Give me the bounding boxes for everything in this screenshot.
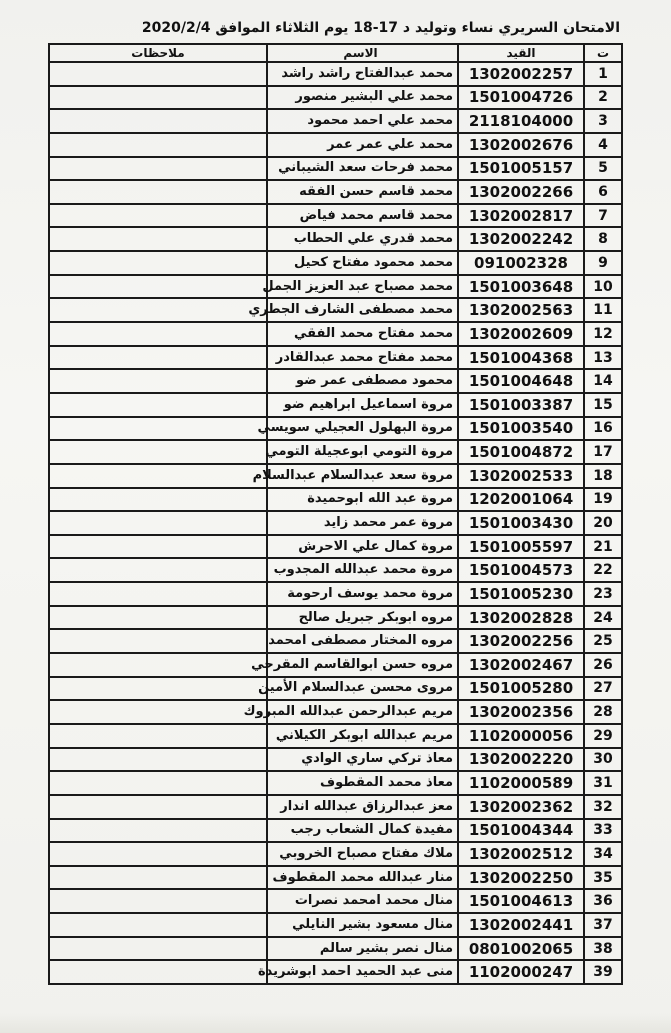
table-row (49, 109, 622, 133)
row-name: محمد مصطفى الشارف الجطري (267, 298, 458, 322)
header-name: الاسم (267, 44, 458, 62)
row-id: 1302002512 (458, 842, 584, 866)
table-row (49, 724, 622, 748)
table-row (49, 558, 622, 582)
row-number: 9 (584, 251, 622, 275)
row-id: 1202001064 (458, 488, 584, 512)
row-name: مروة محمد يوسف ارحومة (267, 582, 458, 606)
row-notes (49, 748, 267, 772)
table-header-row (49, 44, 622, 62)
row-notes (49, 724, 267, 748)
row-id: 1501004573 (458, 558, 584, 582)
row-number: 23 (584, 582, 622, 606)
row-number: 32 (584, 795, 622, 819)
row-number: 34 (584, 842, 622, 866)
row-id: 1302002828 (458, 606, 584, 630)
row-notes (49, 960, 267, 984)
row-name: منال مسعود بشير النايلي (267, 913, 458, 937)
table-row (49, 180, 622, 204)
row-number: 39 (584, 960, 622, 984)
row-number: 19 (584, 488, 622, 512)
row-number: 36 (584, 889, 622, 913)
row-name: مروة البهلول العجيلي سويسي (267, 417, 458, 441)
row-number: 1 (584, 62, 622, 86)
row-notes (49, 180, 267, 204)
row-number: 25 (584, 629, 622, 653)
row-id: 1102000247 (458, 960, 584, 984)
row-name: معاذ محمد المقطوف (267, 771, 458, 795)
row-notes (49, 417, 267, 441)
header-number: ت (584, 44, 622, 62)
row-notes (49, 771, 267, 795)
row-notes (49, 464, 267, 488)
row-notes (49, 440, 267, 464)
row-notes (49, 86, 267, 110)
row-number: 15 (584, 393, 622, 417)
row-id: 0801002065 (458, 937, 584, 961)
row-name: محمد علي عمر عمر (267, 133, 458, 157)
row-notes (49, 889, 267, 913)
row-id: 1302002242 (458, 227, 584, 251)
row-notes (49, 866, 267, 890)
row-name: مروه ابوبكر جبريل صالح (267, 606, 458, 630)
row-notes (49, 629, 267, 653)
row-number: 21 (584, 535, 622, 559)
row-name: مريم عبدالله ابوبكر الكيلاني (267, 724, 458, 748)
row-number: 35 (584, 866, 622, 890)
row-number: 8 (584, 227, 622, 251)
row-number: 26 (584, 653, 622, 677)
page-bottom-edge (0, 1013, 671, 1033)
table-body (49, 62, 622, 984)
row-number: 12 (584, 322, 622, 346)
table-row (49, 889, 622, 913)
table-row (49, 346, 622, 370)
row-id: 1302002467 (458, 653, 584, 677)
table-row (49, 298, 622, 322)
document-title: الامتحان السريري نساء وتوليد د 17-18 يوم الثلاثاء الموافق 2020/2/4 (141, 20, 620, 36)
table-row (49, 227, 622, 251)
table-row (49, 511, 622, 535)
row-id: 1102000589 (458, 771, 584, 795)
row-number: 6 (584, 180, 622, 204)
row-number: 24 (584, 606, 622, 630)
row-notes (49, 819, 267, 843)
table-row (49, 251, 622, 275)
table-row (49, 866, 622, 890)
row-id: 1302002441 (458, 913, 584, 937)
table-row (49, 842, 622, 866)
row-notes (49, 913, 267, 937)
row-notes (49, 937, 267, 961)
row-notes (49, 346, 267, 370)
row-number: 10 (584, 275, 622, 299)
row-id: 1302002356 (458, 700, 584, 724)
table-row (49, 535, 622, 559)
row-name: ملاك مفتاح مصباح الخروبي (267, 842, 458, 866)
row-id: 1501005230 (458, 582, 584, 606)
row-number: 3 (584, 109, 622, 133)
row-number: 33 (584, 819, 622, 843)
row-name: معز عبدالرزاق عبدالله اندار (267, 795, 458, 819)
row-name: محمد قاسم محمد فياض (267, 204, 458, 228)
row-id: 1501003387 (458, 393, 584, 417)
table-row (49, 677, 622, 701)
table-row (49, 771, 622, 795)
row-notes (49, 700, 267, 724)
students-table (48, 43, 623, 985)
row-name: محمود مصطفى عمر ضو (267, 369, 458, 393)
row-notes (49, 322, 267, 346)
row-notes (49, 535, 267, 559)
row-id: 1302002676 (458, 133, 584, 157)
table-row (49, 488, 622, 512)
row-name: مروة كمال علي الاحرش (267, 535, 458, 559)
row-name: مروة محمد عبدالله المجدوب (267, 558, 458, 582)
row-number: 13 (584, 346, 622, 370)
row-notes (49, 582, 267, 606)
row-notes (49, 842, 267, 866)
row-notes (49, 227, 267, 251)
row-notes (49, 133, 267, 157)
row-name: منال نصر بشير سالم (267, 937, 458, 961)
row-id: 1302002257 (458, 62, 584, 86)
row-name: مروه المختار مصطفى امحمد (267, 629, 458, 653)
row-name: مروه حسن ابوالقاسم المقرحي (267, 653, 458, 677)
table-row (49, 86, 622, 110)
row-notes (49, 109, 267, 133)
row-number: 16 (584, 417, 622, 441)
row-name: مروة عمر محمد زايد (267, 511, 458, 535)
row-name: مريم عبدالرحمن عبدالله المبروك (267, 700, 458, 724)
row-id: 1501005597 (458, 535, 584, 559)
table-row (49, 62, 622, 86)
table-row (49, 464, 622, 488)
row-name: منى عبد الحميد احمد ابوشريدة (267, 960, 458, 984)
table-row (49, 748, 622, 772)
table-row (49, 322, 622, 346)
row-name: مروى محسن عبدالسلام الأمين (267, 677, 458, 701)
row-id: 1102000056 (458, 724, 584, 748)
table-row (49, 275, 622, 299)
row-id: 1501003430 (458, 511, 584, 535)
table-row (49, 440, 622, 464)
row-number: 38 (584, 937, 622, 961)
table-row (49, 700, 622, 724)
row-name: محمد عبدالفتاح راشد راشد (267, 62, 458, 86)
row-id: 1302002266 (458, 180, 584, 204)
table-row (49, 417, 622, 441)
row-name: محمد علي احمد محمود (267, 109, 458, 133)
table-row (49, 913, 622, 937)
row-number: 17 (584, 440, 622, 464)
row-id: 1302002250 (458, 866, 584, 890)
row-name: محمد مفتاح محمد الفقي (267, 322, 458, 346)
row-name: محمد قدري علي الحطاب (267, 227, 458, 251)
row-notes (49, 488, 267, 512)
row-name: محمد مفتاح محمد عبدالقادر (267, 346, 458, 370)
row-number: 5 (584, 157, 622, 181)
row-notes (49, 369, 267, 393)
table-row (49, 937, 622, 961)
table-row (49, 960, 622, 984)
row-number: 11 (584, 298, 622, 322)
row-number: 28 (584, 700, 622, 724)
row-name: مفيدة كمال الشعاب رجب (267, 819, 458, 843)
row-notes (49, 251, 267, 275)
row-number: 30 (584, 748, 622, 772)
row-notes (49, 677, 267, 701)
row-name: منار عبدالله محمد المقطوف (267, 866, 458, 890)
row-id: 1302002256 (458, 629, 584, 653)
row-id: 091002328 (458, 251, 584, 275)
row-number: 31 (584, 771, 622, 795)
row-name: مروة اسماعيل ابراهيم ضو (267, 393, 458, 417)
row-id: 1501004613 (458, 889, 584, 913)
table-row (49, 393, 622, 417)
table-row (49, 204, 622, 228)
table-row (49, 133, 622, 157)
row-notes (49, 795, 267, 819)
row-id: 1302002220 (458, 748, 584, 772)
row-number: 4 (584, 133, 622, 157)
table-row (49, 629, 622, 653)
row-number: 27 (584, 677, 622, 701)
row-notes (49, 157, 267, 181)
row-id: 1302002563 (458, 298, 584, 322)
row-name: محمد محمود مفتاح كحيل (267, 251, 458, 275)
row-notes (49, 62, 267, 86)
row-name: محمد علي البشير منصور (267, 86, 458, 110)
table-row (49, 582, 622, 606)
row-number: 14 (584, 369, 622, 393)
row-id: 1501004726 (458, 86, 584, 110)
table-row (49, 369, 622, 393)
row-notes (49, 298, 267, 322)
row-notes (49, 393, 267, 417)
row-number: 37 (584, 913, 622, 937)
row-id: 1501005280 (458, 677, 584, 701)
table-row (49, 157, 622, 181)
row-name: منال محمد امحمد نصرات (267, 889, 458, 913)
row-number: 29 (584, 724, 622, 748)
row-id: 2118104000 (458, 109, 584, 133)
row-notes (49, 606, 267, 630)
row-id: 1501004648 (458, 369, 584, 393)
row-id: 1302002609 (458, 322, 584, 346)
row-name: مروة التومي ابوعجيلة التومي (267, 440, 458, 464)
row-id: 1501003648 (458, 275, 584, 299)
row-name: مروة عبد الله ابوحميدة (267, 488, 458, 512)
row-id: 1302002362 (458, 795, 584, 819)
row-id: 1501004368 (458, 346, 584, 370)
row-id: 1302002533 (458, 464, 584, 488)
row-notes (49, 558, 267, 582)
table-row (49, 653, 622, 677)
row-name: محمد مصباح عبد العزيز الجمل (267, 275, 458, 299)
row-id: 1501005157 (458, 157, 584, 181)
header-notes: ملاحظات (49, 44, 267, 62)
row-number: 20 (584, 511, 622, 535)
row-name: محمد فرحات سعد الشيباني (267, 157, 458, 181)
row-name: معاذ تركي ساري الوادي (267, 748, 458, 772)
row-id: 1501003540 (458, 417, 584, 441)
row-number: 7 (584, 204, 622, 228)
row-name: محمد قاسم حسن الفقه (267, 180, 458, 204)
row-id: 1501004344 (458, 819, 584, 843)
row-id: 1302002817 (458, 204, 584, 228)
table-row (49, 819, 622, 843)
table-row (49, 795, 622, 819)
row-name: مروة سعد عبدالسلام عبدالسلام (267, 464, 458, 488)
row-number: 22 (584, 558, 622, 582)
header-id: القيد (458, 44, 584, 62)
table-row (49, 606, 622, 630)
row-number: 18 (584, 464, 622, 488)
row-notes (49, 275, 267, 299)
row-notes (49, 204, 267, 228)
row-number: 2 (584, 86, 622, 110)
row-notes (49, 653, 267, 677)
row-notes (49, 511, 267, 535)
row-id: 1501004872 (458, 440, 584, 464)
